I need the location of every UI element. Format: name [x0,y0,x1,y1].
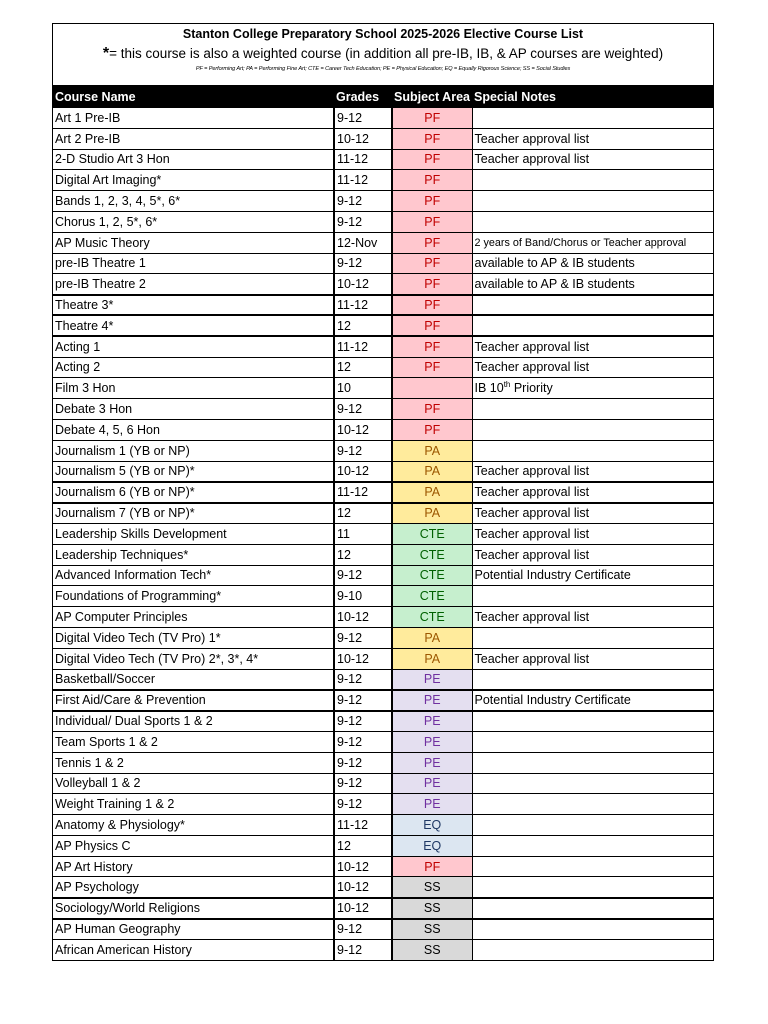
header-grades: Grades [334,86,392,108]
subject-area-cell: PE [392,773,472,794]
subject-area-cell: PF [392,211,472,232]
page-title: Stanton College Preparatory School 2025-2026 Elective Course List [182,27,584,41]
course-name-cell: pre-IB Theatre 1 [53,253,334,274]
weighted-note-text: = this course is also a weighted course (in addition all pre-IB, IB, & AP courses are weighted) [109,46,664,61]
table-row [53,253,713,274]
course-name-cell: Art 1 Pre-IB [53,108,334,129]
table-row [53,357,713,378]
course-name-cell: Theatre 3* [53,295,334,316]
course-name-cell: Foundations of Programming* [53,586,334,607]
subject-area-cell: PF [392,128,472,149]
subject-area-cell: CTE [392,586,472,607]
special-notes-cell: Teacher approval list [472,648,713,669]
course-name-cell: Film 3 Hon [53,378,334,399]
course-name-cell: Leadership Techniques* [53,544,334,565]
grades-cell: 11-12 [334,815,392,836]
table-row [53,378,713,399]
header-course-name: Course Name [53,86,334,108]
subject-area-cell: PF [392,357,472,378]
special-notes-cell [472,191,713,212]
note-superscript: th [503,380,511,390]
course-name-cell: Leadership Skills Development [53,523,334,544]
grades-cell: 12 [334,544,392,565]
subject-area-cell: PF [392,295,472,316]
subject-area-cell: PF [392,419,472,440]
special-notes-cell [472,773,713,794]
special-notes-cell [472,315,713,336]
course-name-cell: Digital Art Imaging* [53,170,334,191]
special-notes-cell: Teacher approval list [472,128,713,149]
table-row [53,856,713,877]
special-notes-cell [472,399,713,420]
grades-cell: 9-12 [334,440,392,461]
course-name-cell: Basketball/Soccer [53,669,334,690]
table-row [53,274,713,295]
course-name-cell: Debate 4, 5, 6 Hon [53,419,334,440]
table-row [53,773,713,794]
grades-cell: 12 [334,315,392,336]
grades-cell: 9-12 [334,211,392,232]
course-name-cell: 2-D Studio Art 3 Hon [53,149,334,170]
subject-area-cell: SS [392,919,472,940]
subject-area-cell: PF [392,149,472,170]
subject-area-cell: PF [392,336,472,357]
table-row [53,399,713,420]
grades-cell: 12-Nov [334,232,392,253]
grades-cell: 9-12 [334,919,392,940]
weighted-star: * [102,45,110,62]
special-notes-cell [472,170,713,191]
table-row [53,170,713,191]
subject-area-cell: PE [392,731,472,752]
table-row [53,128,713,149]
grades-cell: 9-12 [334,711,392,732]
special-notes-cell [472,835,713,856]
grades-cell: 10-12 [334,274,392,295]
subject-area-cell: PE [392,711,472,732]
subject-area-cell: SS [392,898,472,919]
subject-area-cell: PA [392,461,472,482]
grades-cell: 9-12 [334,939,392,960]
course-name-cell: Individual/ Dual Sports 1 & 2 [53,711,334,732]
course-name-cell: Volleyball 1 & 2 [53,773,334,794]
weighted-note [53,45,713,63]
subject-area-cell: PA [392,482,472,503]
course-name-cell: AP Music Theory [53,232,334,253]
grades-cell: 10-12 [334,877,392,898]
course-name-cell: AP Art History [53,856,334,877]
note-text-tail: Priority [510,381,553,396]
course-name-cell: Weight Training 1 & 2 [53,794,334,815]
header-subject-area: Subject Area [392,86,472,108]
course-name-cell: Acting 2 [53,357,334,378]
grades-cell: 11-12 [334,149,392,170]
grades-cell: 9-12 [334,669,392,690]
course-name-cell: Team Sports 1 & 2 [53,731,334,752]
title-block [53,24,713,86]
special-notes-cell: Teacher approval list [472,607,713,628]
table-row [53,898,713,919]
special-notes-cell: 2 years of Band/Chorus or Teacher approval [472,232,713,253]
course-name-cell: Journalism 7 (YB or NP)* [53,503,334,524]
subject-area-cell: EQ [392,815,472,836]
special-notes-cell: Potential Industry Certificate [472,690,713,711]
special-notes-cell [472,898,713,919]
grades-cell: 9-12 [334,253,392,274]
note-text: IB 10 [474,381,504,396]
special-notes-cell: Teacher approval list [472,461,713,482]
subject-area-cell: PF [392,108,472,129]
table-row [53,295,713,316]
special-notes-cell [472,919,713,940]
table-row [53,482,713,503]
special-notes-cell: available to AP & IB students [472,274,713,295]
special-notes-cell [472,752,713,773]
course-name-cell: Theatre 4* [53,315,334,336]
table-row [53,419,713,440]
subject-area-cell: PA [392,503,472,524]
table-row [53,627,713,648]
table-row [53,149,713,170]
special-notes-cell: Teacher approval list [472,482,713,503]
course-name-cell: Anatomy & Physiology* [53,815,334,836]
special-notes-cell [472,211,713,232]
course-name-cell: Art 2 Pre-IB [53,128,334,149]
table-header-row [53,86,713,108]
grades-cell: 9-12 [334,108,392,129]
table-row [53,877,713,898]
grades-cell: 9-12 [334,731,392,752]
table-row [53,919,713,940]
subject-area-cell: PF [392,315,472,336]
special-notes-cell [472,731,713,752]
course-name-cell: Acting 1 [53,336,334,357]
grades-cell: 10-12 [334,856,392,877]
course-name-cell: African American History [53,939,334,960]
course-name-cell: Journalism 6 (YB or NP)* [53,482,334,503]
course-name-cell: AP Psychology [53,877,334,898]
subject-area-cell: PF [392,232,472,253]
table-row [53,108,713,129]
subject-area-cell: EQ [392,835,472,856]
course-name-cell: pre-IB Theatre 2 [53,274,334,295]
table-row [53,648,713,669]
grades-cell: 10-12 [334,607,392,628]
subject-legend: PF = Performing Art; PA = Performing Fine Art; CTE = Career Tech Education; PE = Physical Education; EQ = Equally Rigorous Science; SS = Social Studies [195,66,571,72]
grades-cell: 9-12 [334,565,392,586]
special-notes-cell: Teacher approval list [472,149,713,170]
table-row [53,794,713,815]
special-notes-cell: Teacher approval list [472,336,713,357]
table-row [53,523,713,544]
subject-area-cell [392,378,472,399]
special-notes-cell [472,877,713,898]
subject-area-cell: CTE [392,523,472,544]
table-row [53,669,713,690]
subject-area-cell: PA [392,648,472,669]
subject-area-cell: PE [392,690,472,711]
grades-cell: 9-12 [334,794,392,815]
course-name-cell: Sociology/World Religions [53,898,334,919]
special-notes-cell [472,295,713,316]
course-list-sheet [52,23,714,961]
special-notes-cell [472,419,713,440]
grades-cell: 9-12 [334,627,392,648]
grades-cell: 9-12 [334,191,392,212]
subject-area-cell: CTE [392,607,472,628]
course-name-cell: Journalism 5 (YB or NP)* [53,461,334,482]
subject-area-cell: PE [392,794,472,815]
subject-area-cell: PA [392,440,472,461]
special-notes-cell [472,108,713,129]
header-special-notes: Special Notes [472,86,713,108]
special-notes-cell: available to AP & IB students [472,253,713,274]
special-notes-cell: Teacher approval list [472,503,713,524]
special-notes-cell [472,669,713,690]
grades-cell: 12 [334,503,392,524]
grades-cell: 9-10 [334,586,392,607]
course-name-cell: Debate 3 Hon [53,399,334,420]
course-name-cell: Bands 1, 2, 3, 4, 5*, 6* [53,191,334,212]
course-name-cell: Digital Video Tech (TV Pro) 1* [53,627,334,648]
special-notes-cell [472,586,713,607]
grades-cell: 11-12 [334,336,392,357]
special-notes-cell [472,440,713,461]
subject-area-cell: PF [392,399,472,420]
subject-area-cell: PE [392,669,472,690]
subject-area-cell: PF [392,253,472,274]
grades-cell: 10 [334,378,392,399]
table-row [53,211,713,232]
special-notes-cell: Teacher approval list [472,544,713,565]
table-row [53,232,713,253]
table-row [53,586,713,607]
subject-area-cell: CTE [392,544,472,565]
grades-cell: 11-12 [334,482,392,503]
grades-cell: 9-12 [334,773,392,794]
grades-cell: 11-12 [334,295,392,316]
special-notes-cell [472,794,713,815]
subject-area-cell: SS [392,877,472,898]
course-name-cell: First Aid/Care & Prevention [53,690,334,711]
subject-area-cell: PF [392,191,472,212]
grades-cell: 11-12 [334,170,392,191]
course-name-cell: AP Physics C [53,835,334,856]
grades-cell: 9-12 [334,690,392,711]
course-name-cell: Journalism 1 (YB or NP) [53,440,334,461]
special-notes-cell [472,815,713,836]
subject-area-cell: PF [392,856,472,877]
course-rows [53,108,713,961]
course-name-cell: Digital Video Tech (TV Pro) 2*, 3*, 4* [53,648,334,669]
table-row [53,440,713,461]
table-row [53,565,713,586]
table-row [53,690,713,711]
special-notes-cell [472,856,713,877]
table-row [53,939,713,960]
special-notes-cell: Potential Industry Certificate [472,565,713,586]
table-row [53,336,713,357]
grades-cell: 11 [334,523,392,544]
grades-cell: 12 [334,357,392,378]
grades-cell: 9-12 [334,399,392,420]
table-row [53,544,713,565]
subject-area-cell: PF [392,274,472,295]
course-name-cell: Chorus 1, 2, 5*, 6* [53,211,334,232]
grades-cell: 10-12 [334,898,392,919]
table-row [53,315,713,336]
special-notes-cell [472,627,713,648]
table-row [53,752,713,773]
table-row [53,191,713,212]
table-row [53,607,713,628]
course-name-cell: AP Computer Principles [53,607,334,628]
grades-cell: 10-12 [334,419,392,440]
table-row [53,835,713,856]
course-table [53,86,713,960]
grades-cell: 10-12 [334,648,392,669]
table-row [53,731,713,752]
table-row [53,711,713,732]
course-name-cell: Tennis 1 & 2 [53,752,334,773]
special-notes-cell: Teacher approval list [472,357,713,378]
special-notes-cell [472,939,713,960]
grades-cell: 12 [334,835,392,856]
table-row [53,461,713,482]
table-row [53,503,713,524]
course-name-cell: Advanced Information Tech* [53,565,334,586]
subject-area-cell: CTE [392,565,472,586]
subject-area-cell: PF [392,170,472,191]
special-notes-cell [472,378,713,399]
table-row [53,815,713,836]
subject-area-cell: PE [392,752,472,773]
grades-cell: 9-12 [334,752,392,773]
special-notes-cell [472,711,713,732]
subject-area-cell: SS [392,939,472,960]
course-name-cell: AP Human Geography [53,919,334,940]
grades-cell: 10-12 [334,461,392,482]
grades-cell: 10-12 [334,128,392,149]
special-notes-cell: Teacher approval list [472,523,713,544]
subject-area-cell: PA [392,627,472,648]
